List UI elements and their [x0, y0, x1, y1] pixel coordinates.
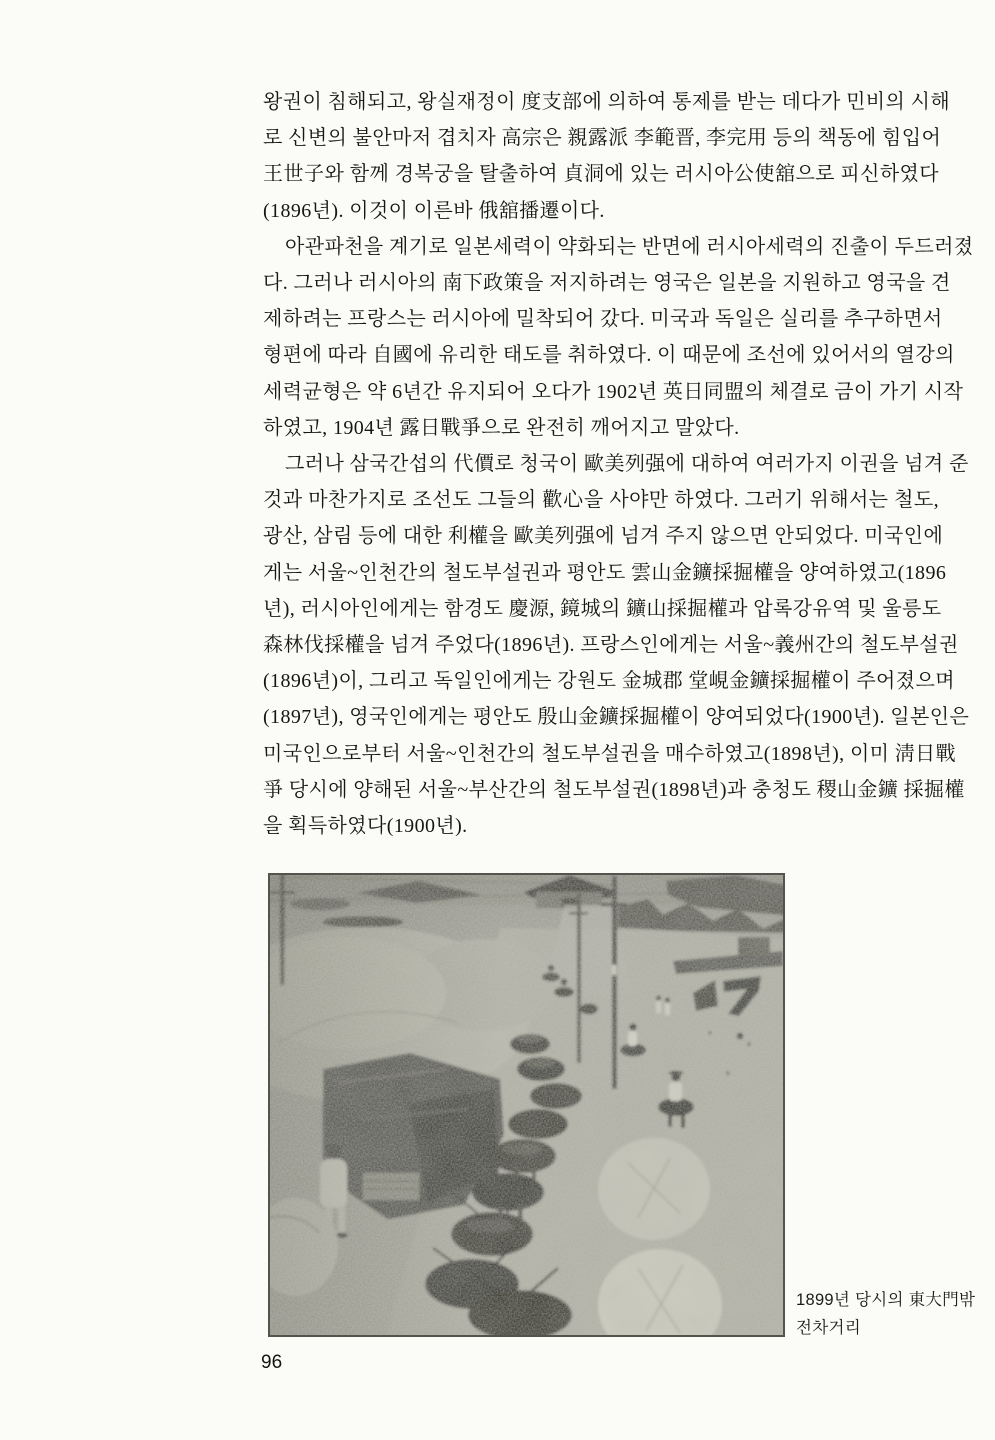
page-number: 96	[261, 1352, 283, 1373]
street-photo-figure	[268, 873, 785, 1337]
text-line: 것과 마찬가지로 조선도 그들의 歡心을 사야만 하였다. 그러기 위해서는 철도,	[263, 489, 939, 512]
text-line: 王世子와 함께 경복궁을 탈출하여 貞洞에 있는 러시아公使舘으로 피신하였다	[263, 163, 939, 186]
street-photo	[268, 873, 785, 1337]
text-line: 하였고, 1904년 露日戰爭으로 완전히 깨어지고 말았다.	[263, 416, 740, 439]
text-line: 森林伐採權을 넘겨 주었다(1896년). 프랑스인에게는 서울~義州간의 철도부설권	[263, 634, 959, 657]
text-line: 광산, 삼림 등에 대한 利權을 歐美列强에 넘겨 주지 않으면 안되었다. 미국인에	[263, 525, 944, 548]
text-line: (1896년). 이것이 이른바 俄舘播遷이다.	[263, 199, 605, 222]
text-line: 년), 러시아인에게는 함경도 慶源, 鏡城의 鑛山採掘權과 압록강유역 및 울릉도	[263, 597, 942, 620]
text-line: 왕권이 침해되고, 왕실재정이 度支部에 의하여 통제를 받는 데다가 민비의 시해	[263, 91, 951, 113]
figure-caption	[796, 1287, 981, 1342]
text-line: (1897년), 영국인에게는 평안도 殷山金鑛採掘權이 양여되었다(1900년). 일본인은	[263, 706, 970, 729]
text-line: 게는 서울~인천간의 철도부설권과 평안도 雲山金鑛採掘權을 양여하였고(1896	[263, 561, 947, 584]
text-line: 다. 그러나 러시아의 南下政策을 저지하려는 영국은 일본을 지원하고 영국을 견	[263, 272, 951, 295]
text-line: 을 획득하였다(1900년).	[263, 815, 468, 838]
caption-line-2: 전차거리	[796, 1318, 861, 1337]
text-line: 미국인으로부터 서울~인천간의 철도부설권을 매수하였고(1898년), 이미 淸日戰	[263, 742, 956, 765]
text-line: 형편에 따라 自國에 유리한 태도를 취하였다. 이 때문에 조선에 있어서의 열강의	[263, 344, 955, 367]
text-line: 그러나 삼국간섭의 代價로 청국이 歐美列强에 대하여 여러가지 이권을 넘겨 준	[285, 453, 969, 476]
text-line: 제하려는 프랑스는 러시아에 밀착되어 갔다. 미국과 독일은 실리를 추구하면서	[263, 308, 943, 331]
text-line: 세력균형은 약 6년간 유지되어 오다가 1902년 英日同盟의 체결로 금이 가기 시작	[263, 380, 964, 403]
text-line: 로 신변의 불안마저 겹치자 高宗은 親露派 李範晋, 李完用 등의 책동에 힘입어	[263, 127, 942, 150]
photo-grain-layer	[268, 873, 785, 1337]
text-line: 爭 당시에 양해된 서울~부산간의 철도부설권(1898년)과 충청도 稷山金鑛 採掘權	[263, 778, 965, 801]
text-line: 아관파천을 계기로 일본세력이 약화되는 반면에 러시아세력의 진출이 두드러졌	[285, 235, 974, 258]
caption-line-1: 1899년 당시의 東大門밖	[796, 1291, 976, 1309]
text-line: (1896년)이, 그리고 독일인에게는 강원도 金城郡 堂峴金鑛採掘權이 주어졌으며	[263, 670, 955, 693]
body-text	[263, 84, 974, 844]
